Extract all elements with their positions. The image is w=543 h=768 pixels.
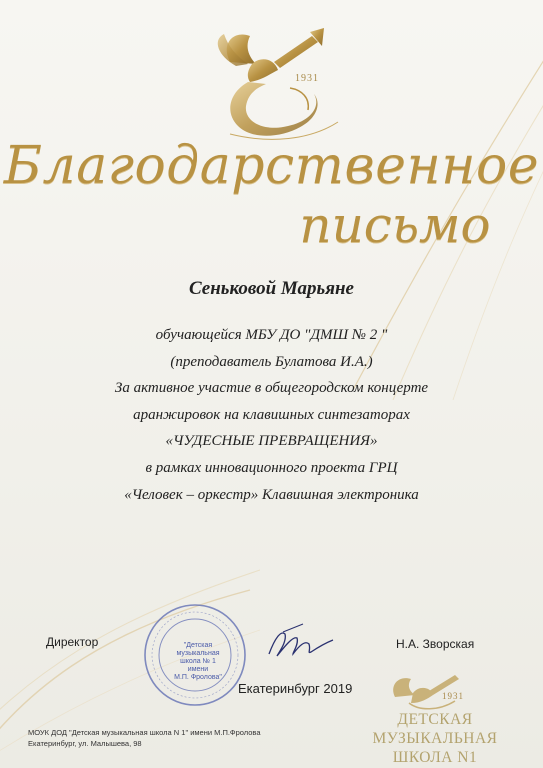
certificate-title-line1: Благодарственное [3, 136, 540, 196]
certificate-body [30, 322, 513, 508]
body-line: «Человек – оркестр» Клавишная электроника [124, 486, 419, 503]
city-year: Екатеринбург 2019 [238, 681, 353, 696]
stamp-line: школа № 1 имени [180, 658, 216, 673]
certificate-title-line2: письмо [299, 196, 491, 254]
body-line: в рамках инновационного проекта ГРЦ [145, 459, 398, 476]
stamp-text [170, 642, 226, 682]
stamp-line: М.П. Фролова" [174, 674, 222, 681]
address-line: МОУК ДОД "Детская музыкальная школа N 1" имени М.П.Фролова [28, 728, 261, 737]
director-name: Н.А. Зворская [396, 637, 475, 651]
emblem-year-mark: 1931 [295, 73, 319, 84]
body-line: (преподаватель Булатова И.А.) [170, 353, 373, 370]
director-signature-icon [263, 620, 338, 665]
school-name-line: ДЕТСКАЯ МУЗЫКАЛЬНАЯ [372, 711, 498, 747]
stamp-line: "Детская [183, 642, 213, 649]
stamp-line: музыкальная [176, 650, 220, 657]
angel-trumpet-emblem-icon [190, 22, 340, 152]
school-name-line: ШКОЛА N1 [392, 749, 478, 766]
school-address [28, 727, 261, 749]
address-line: Екатеринбург, ул. Малышева, 98 [28, 739, 142, 748]
school-logo-name [340, 710, 530, 767]
school-logo-year: 1931 [442, 691, 464, 701]
body-line: За активное участие в общегородском концерте [114, 380, 429, 397]
director-label: Директор [46, 635, 99, 649]
body-line: «ЧУДЕСНЫЕ ПРЕВРАЩЕНИЯ» [165, 433, 378, 450]
body-line: обучающейся МБУ ДО "ДМШ № 2 " [155, 327, 388, 343]
body-line: аранжировок на клавишных синтезаторах [133, 406, 410, 423]
recipient-name: Сеньковой Марьяне [188, 278, 354, 299]
